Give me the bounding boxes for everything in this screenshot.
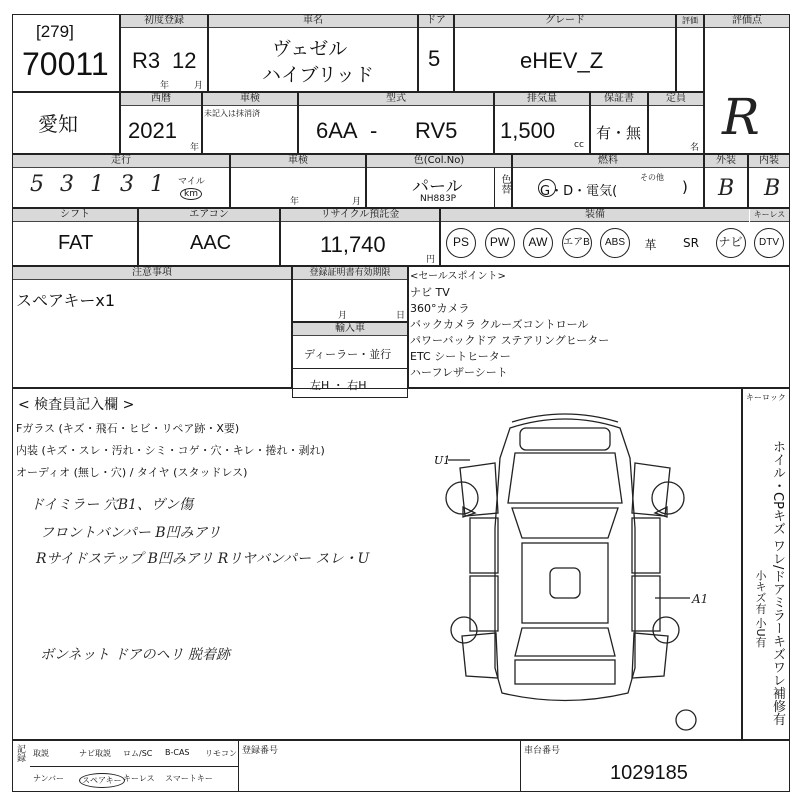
sales-point: 360°カメラ [410, 302, 470, 315]
fuel-close: ) [682, 178, 688, 196]
car-damage-diagram [434, 408, 690, 738]
interior-value: B [764, 176, 781, 201]
handwritten-note-2: フロントバンパー B凹みアリ [40, 525, 221, 541]
mileage-digit: 1 [150, 172, 164, 197]
divider [520, 740, 521, 792]
car-name-line1: ヴェゼル [272, 39, 348, 60]
aircon-value: AAC [190, 232, 232, 254]
capacity-unit: 名 [690, 143, 700, 153]
footer-item: ナビ取説 [79, 749, 111, 758]
grade-header: グレード [455, 15, 675, 28]
doors-header: ドア [419, 15, 453, 28]
region-value: 愛知 [38, 114, 78, 136]
divider [292, 368, 408, 369]
right-strip-header: キーロック [746, 393, 786, 402]
capacity-header: 定員 [649, 93, 703, 106]
footer-left-label: 記録 [15, 744, 25, 762]
import-header: 輸入車 [293, 323, 407, 336]
equipment-8: DTV [754, 228, 784, 258]
reg-era-unit: 年 [160, 81, 170, 91]
glass-line: Fガラス (キズ・飛石・ヒビ・リペア跡・X要) [16, 422, 240, 435]
inspector-title: < 検査員記入欄 > [18, 397, 135, 413]
year-header: 西暦 [121, 93, 201, 106]
divider [238, 740, 239, 792]
car-name-line2: ハイブリッド [262, 65, 374, 86]
right-strip-small: 小キズ有 小U有 [754, 570, 767, 648]
mileage-digit: 3 [60, 172, 74, 197]
handwritten-note-1: ドイミラー 穴B1、ヴン傷 [30, 497, 193, 513]
car-name-header: 車名 [209, 15, 417, 28]
model-prefix: 6AA [316, 118, 358, 143]
grade-code-header: 評価 [677, 15, 703, 28]
footer-item: キーレス [123, 774, 155, 783]
handwritten-note-4: ボンネット ドアのヘリ 脱着跡 [40, 647, 231, 663]
caution-text: スペアキーx1 [16, 291, 116, 310]
exterior-header: 外装 [705, 155, 747, 168]
lot-number: 70011 [22, 46, 109, 82]
inspect-header: 保証書 [591, 93, 647, 106]
equipment-4: ABS [600, 228, 630, 258]
reg-month-unit: 月 [194, 81, 204, 91]
sales-point: バックカメラ クルーズコントロール [410, 318, 589, 331]
footer-item: スペアキー [79, 773, 125, 788]
reg-no-header: 登録番号 [242, 746, 279, 756]
footer-item: 取説 [33, 749, 49, 758]
footer-item: リモコン [205, 749, 237, 758]
model-code: RV5 [415, 118, 458, 143]
mileage-digit: 5 [30, 172, 44, 197]
gasoline-circle [538, 179, 556, 197]
mileage-digit: 3 [120, 172, 134, 197]
equipment-1: PW [485, 228, 515, 258]
doors-value: 5 [428, 46, 441, 71]
year-value: 2021 [128, 118, 177, 143]
audio-line: オーディオ (無し・穴) / タイヤ (スタッドレス) [16, 466, 248, 479]
equipment-2: AW [523, 228, 553, 258]
displacement-header: 排気量 [495, 93, 589, 106]
mileage-unit-mile: マイル [178, 177, 205, 187]
import-value: ディーラー・並行 [304, 348, 392, 361]
inspection-month-unit: 月 [352, 197, 362, 207]
mileage-unit-km: km [180, 188, 202, 200]
divider [30, 766, 238, 767]
inspection-year-unit: 年 [290, 197, 300, 207]
score-header: 評価点 [705, 15, 789, 28]
reg-header: 初度登録 [121, 15, 207, 28]
footer-item: ナンバー [33, 774, 65, 783]
caution-header: 注意事項 [13, 267, 291, 280]
right-strip-text: ホイル・CPキズ ワレ/ドアミラーキズワレ補修有 [770, 440, 785, 726]
recycle-header: リサイクル預託金 [281, 209, 439, 222]
shift-header: シフト [13, 209, 137, 222]
mileage-digit: 1 [90, 172, 104, 197]
year-unit: 年 [190, 143, 200, 153]
footer-item: スマートキー [165, 774, 213, 783]
aircon-header: エアコン [139, 209, 279, 222]
handwritten-note-3: Rサイドステップ B凹みアリ Rリヤバンパー スレ・U [36, 551, 370, 567]
interior-header: 内装 [749, 155, 789, 168]
equipment-5: 革 [644, 238, 657, 252]
sales-point: パワーバックドア ステアリングヒーター [410, 334, 610, 347]
exterior-value: B [718, 176, 735, 201]
grade-value: eHEV_Z [520, 48, 604, 73]
equipment-6: SR [683, 236, 699, 250]
shaken-header: 車検 [203, 93, 297, 106]
equipment-header: 装備 [441, 209, 749, 222]
chassis-number: 1029185 [610, 762, 688, 784]
expiry-day-unit: 日 [396, 311, 406, 321]
displacement-value: 1,500 [500, 118, 556, 143]
shaken-note: 未記入は抹消済 [204, 109, 260, 118]
score-value: R [722, 88, 760, 146]
keyless-header: キーレス [750, 209, 789, 222]
shift-value: FAT [58, 232, 94, 254]
equipment-0: PS [446, 228, 476, 258]
color-value: パール [412, 177, 463, 196]
diagram-mark-u1: U1 [434, 454, 451, 467]
displacement-unit: cc [574, 140, 584, 150]
equipment-3: エアB [562, 228, 592, 258]
sales-point: ナビ TV [410, 286, 450, 299]
mileage-header: 走行 [13, 155, 229, 168]
footer-item: ロム/SC [123, 749, 153, 758]
caution-box [12, 266, 292, 388]
color-code: NH883P [420, 194, 457, 204]
color-header: 色(Col.No) [367, 155, 511, 168]
inspect-value: 有・無 [596, 125, 642, 142]
chassis-header: 車台番号 [524, 746, 561, 756]
recycle-unit: 円 [426, 255, 436, 265]
handle-value: 左H ・ 右H [310, 379, 367, 392]
sales-point: ハーフレザーシート [410, 366, 508, 379]
reg-month: 12 [172, 48, 197, 73]
interior-line: 内装 (キズ・スレ・汚れ・シミ・コゲ・穴・キレ・捲れ・剥れ) [16, 444, 325, 457]
lot-label: [279] [36, 22, 74, 41]
model-header: 型式 [299, 93, 493, 106]
diagram-mark-a1: A1 [692, 592, 709, 606]
fuel-options: G・D・電気( [540, 184, 618, 199]
fuel-other: その他 [640, 173, 664, 182]
color-change-label: 色替 [499, 174, 510, 194]
sales-header: <セールスポイント> [410, 271, 506, 282]
inspection-header: 車検 [231, 155, 365, 168]
expiry-month-unit: 月 [338, 311, 348, 321]
expiry-header: 登録証明書有効期限 [293, 267, 407, 280]
sales-point: ETC シートヒーター [410, 350, 511, 363]
footer-item: B-CAS [165, 748, 190, 757]
fuel-header: 燃料 [513, 155, 703, 168]
equipment-7: ナビ [716, 228, 746, 258]
model-dash: - [370, 118, 378, 143]
recycle-value: 11,740 [320, 232, 386, 257]
reg-era: R3 [132, 48, 161, 73]
divider [494, 168, 495, 208]
